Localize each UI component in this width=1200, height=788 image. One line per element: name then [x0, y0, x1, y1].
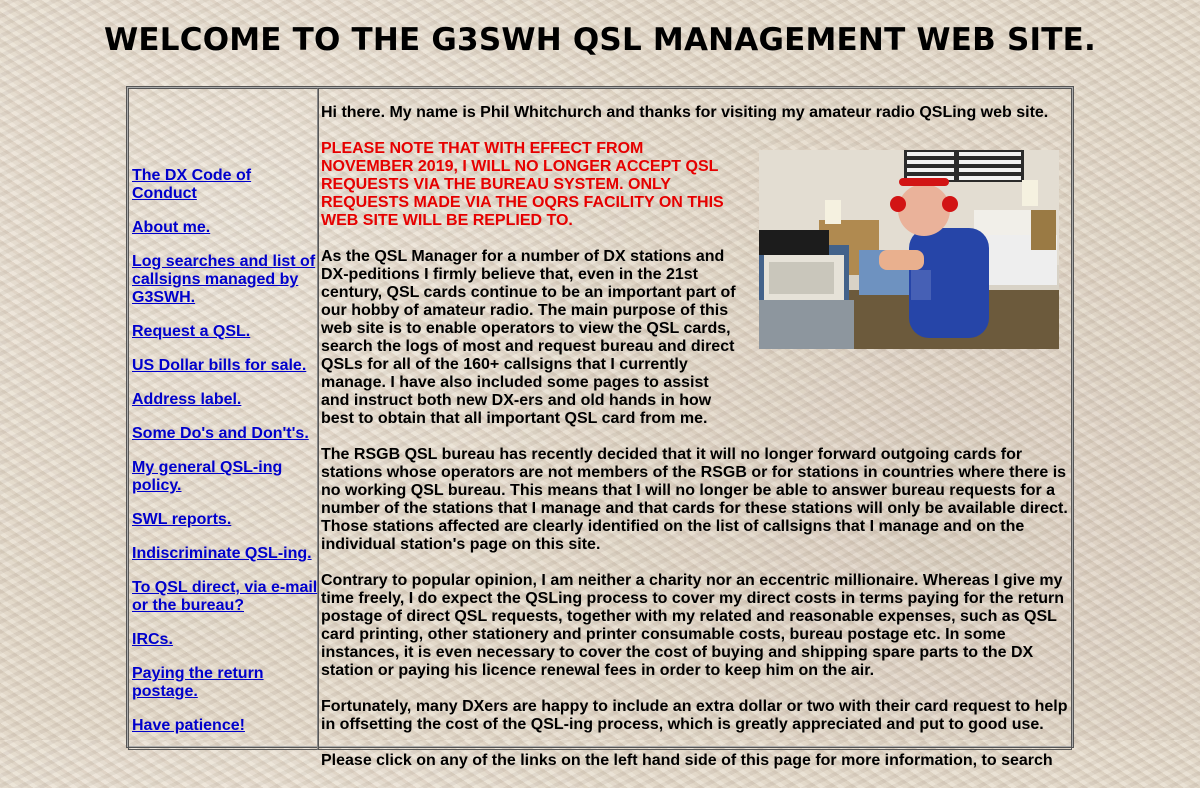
sidebar-nav: [132, 167, 318, 751]
nav-item: [132, 579, 318, 615]
nav-link-qsl-direct-email-bureau[interactable]: To QSL direct, via e-mail or the bureau?: [132, 579, 318, 614]
paragraph-donations: Fortunately, many DXers are happy to include an extra dollar or two with their card request to help in offsetting the cost of the QSL-ing process, which is greatly appreciated and put to good use.: [321, 698, 1068, 733]
photo-space: [739, 150, 1069, 412]
bureau-notice: PLEASE NOTE THAT WITH EFFECT FROM NOVEMBER 2019, I WILL NO LONGER ACCEPT QSL REQUESTS VIA THE BUREAU SYSTEM. ONLY REQUESTS MADE VIA THE OQRS FACILITY ON THIS WEB SITE WILL BE REPLIED TO.: [321, 140, 724, 229]
page-title: WELCOME TO THE G3SWH QSL MANAGEMENT WEB SITE.: [104, 22, 1096, 58]
nav-link-dos-and-donts[interactable]: Some Do's and Don't's.: [132, 425, 309, 442]
nav-item: [132, 665, 318, 701]
nav-item: [132, 631, 318, 649]
nav-link-dx-code-of-conduct[interactable]: The DX Code of Conduct: [132, 167, 252, 202]
nav-item: [132, 511, 318, 529]
nav-item: [132, 717, 318, 735]
nav-item: [132, 425, 318, 443]
nav-item: [132, 391, 318, 409]
paragraph-click-links: Please click on any of the links on the left hand side of this page for more information, to search: [321, 752, 1053, 769]
nav-link-swl-reports[interactable]: SWL reports.: [132, 511, 232, 528]
nav-item: [132, 167, 318, 203]
paragraph-costs: Contrary to popular opinion, I am neither a charity nor an eccentric millionaire. Whereas I give my time freely, I do expect the QSLing process to cover my direct costs in terms paying for the return postage of direct QSL requests, together with my related and reasonable expenses, such as QSL card printing, other stationery and printer consumable costs, bureau postage etc. In some instances, it is even necessary to cover the cost of buying and shipping spare parts to the DX station or paying his licence renewal fees in order to keep him on the air.: [321, 572, 1065, 679]
nav-item: [132, 357, 318, 375]
nav-item: [132, 323, 318, 341]
nav-link-us-dollar-bills[interactable]: US Dollar bills for sale.: [132, 357, 307, 374]
nav-link-log-searches[interactable]: Log searches and list of callsigns managed by G3SWH.: [132, 253, 316, 306]
paragraph-rsgb-bureau: The RSGB QSL bureau has recently decided that it will no longer forward outgoing cards for stations whose operators are not members of the RSGB or for stations in countries where there is no working QSL bureau. This means that I will no longer be able to answer bureau requests for a number of the stations that I manage and that cards for these stations will only be available direct. Those stations affected are clearly identified on the list of callsigns that I manage and on the individual station's page on this site.: [321, 446, 1068, 553]
paragraph-qsl-manager: As the QSL Manager for a number of DX stations and DX-peditions I firmly believe that, even in the 21st century, QSL cards continue to be an important part of our hobby of amateur radio. The main purpose of this web site is to enable operators to view the QSL cards, search the logs of most and request bureau and direct QSLs for all of the 160+ callsigns that I currently manage. I have also included some pages to assist and instruct both new DX-ers and old hands in how best to obtain that all important QSL card from me.: [321, 248, 736, 427]
nav-item: [132, 545, 318, 563]
intro-text: Hi there. My name is Phil Whitchurch and thanks for visiting my amateur radio QSLing web site.: [321, 104, 1049, 121]
nav-link-request-qsl[interactable]: Request a QSL.: [132, 323, 251, 340]
nav-item: [132, 219, 318, 237]
nav-link-ircs[interactable]: IRCs.: [132, 631, 173, 648]
nav-link-return-postage[interactable]: Paying the return postage.: [132, 665, 264, 700]
nav-item: [132, 459, 318, 495]
nav-link-indiscriminate-qsling[interactable]: Indiscriminate QSL-ing.: [132, 545, 312, 562]
nav-link-address-label[interactable]: Address label.: [132, 391, 242, 408]
nav-item: [132, 253, 318, 307]
nav-link-qsl-policy[interactable]: My general QSL-ing policy.: [132, 459, 283, 494]
nav-link-have-patience[interactable]: Have patience!: [132, 717, 245, 734]
nav-link-about-me[interactable]: About me.: [132, 219, 211, 236]
main-content: [321, 104, 1069, 788]
